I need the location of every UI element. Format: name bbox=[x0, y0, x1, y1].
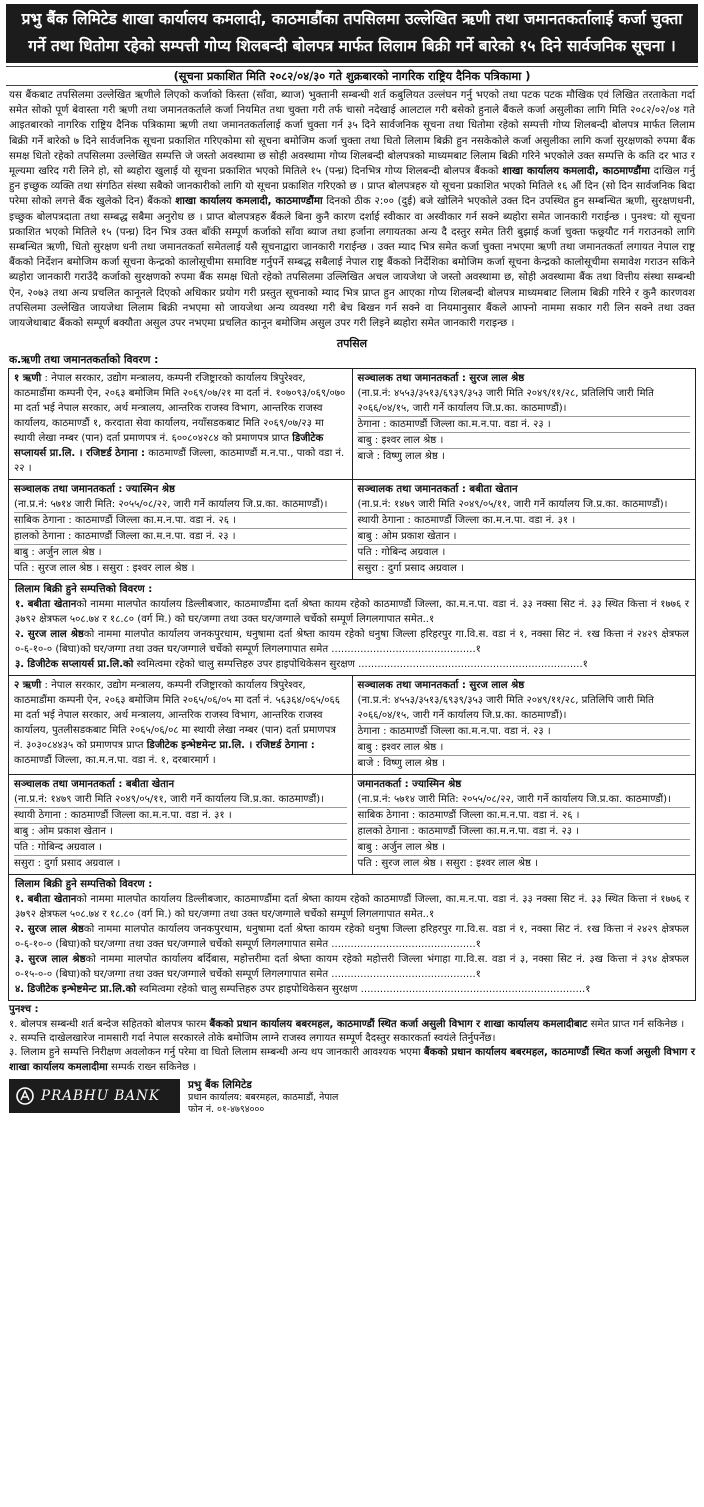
contact-name: प्रभु बैंक लिमिटेड bbox=[188, 1079, 252, 1092]
group2-property-heading: लिलाम बिक्री हुने सम्पत्तिको विवरण : bbox=[15, 879, 153, 891]
group1-property-item bbox=[15, 627, 689, 657]
postscript-label: पुनश्च : bbox=[9, 1004, 39, 1016]
group1-jasmin-line: (ना.प्र.नं: ५७१४ जारी मिति: २०५५/०८/२२, जारी गर्ने कार्यालय जि.प्र.का. काठमाण्डौं)। bbox=[14, 497, 347, 513]
prabhu-bank-logo bbox=[9, 1079, 180, 1113]
group1-jasmin-line: बाबु : अर्जुन लाल श्रेष्ठ । bbox=[14, 545, 347, 561]
group1-suraj-line: बाबु : इश्वर लाल श्रेष्ठ । bbox=[358, 433, 691, 449]
group2-suraj-line: बाबु : इश्वर लाल श्रेष्ठ । bbox=[358, 740, 691, 756]
group2-borrower-address: काठमाण्डौं जिल्ला, का.म.न.पा. वडा नं. १, दरबारमार्ग । bbox=[14, 755, 216, 767]
property-owner: सुरज लाल श्रेष्ठ bbox=[27, 924, 84, 936]
notice-subtitle: (सूचना प्रकाशित मिति २०८२/०४/३० गते शुक्रबारको नागरिक राष्ट्रिय दैनिक पत्रिकामा ) bbox=[6, 66, 698, 86]
group1-row1 bbox=[8, 368, 696, 480]
group1-borrower-cell bbox=[9, 369, 352, 479]
group1-suraj-heading: सञ्चालक तथा जमानतकर्ता : सुरज लाल श्रेष्ठ bbox=[357, 373, 525, 385]
group1-jasmin-line: साबिक ठेगाना : काठमाण्डौं जिल्ला का.म.न.पा. वडा नं. २६ । bbox=[14, 513, 347, 529]
group1-row2 bbox=[8, 480, 696, 580]
group2-property-item bbox=[15, 892, 689, 922]
group2-jasmin-line: (ना.प्र.नं: ५७१४ जारी मिति: २०५५/०८/२२, जारी गर्ने कार्यालय जि.प्र.का. काठमाण्डौं)। bbox=[358, 792, 691, 808]
property-num: २. bbox=[15, 924, 25, 936]
group1-suraj-line: बाजे : विष्णु लाल श्रेष्ठ । bbox=[357, 451, 445, 463]
property-owner: सुरज लाल श्रेष्ठ bbox=[28, 954, 86, 966]
group2-suraj-cell bbox=[352, 676, 696, 774]
group2-babita-line: स्थायी ठेगाना : काठमाण्डौं जिल्ला का.म.न.पा. वडा नं. ३१ । bbox=[14, 808, 347, 824]
body-text-1: यस बैंकबाट तपसिलमा उल्लेखित ऋणीले लिएको कर्जाको किस्ता (साँवा, ब्याज) भुक्तानी सम्बन्धी शर्त कबुलियत उल्लंघन गर्नु भएको तथा पटक पटक मौखिक एवं लिखित तरताकेता गर्दा समेत सोको पूर्ण बेवास्ता गरी ऋणी तथा जमानतकर्ताले कर्जा नियमित तथा चुक्ता गरी तर्फ चासो नदेखाई आलटाल गरी बसेको हुनाले बैंकले कर्जा असुलीका लागि मिति २०८२/०२/०४ गते आइतबारको नागरिक राष्ट्रिय दैनिक पत्रिकामा ऋणी तथा जमानतकर्तालाई कर्जा चुक्ता गर्न ३५ दिने सार्वजनिक सूचना तथा धितोमा रहेको सम्पत्ती गोप्य शिलबन्दी बोलपत्र मार्फत लिलाम बिक्री गर्ने बारेको ७ दिने सार्वजनिक सूचना प्रकाशित गरिएकोमा सो सूचना बमोजिम कर्जा चुक्ता तथा धितो लिलाम बिक्री हुन नसकेकोले कर्जा असुलीका लागि कर्जा सुरक्षणको रुपमा बैंक समक्ष धितो रहेको तपसिलमा उल्लेखित सम्पत्ति जे जस्तो अवस्थामा छ सोही अवस्थामा गोप्य शिलबन्दी बोलपत्रको माध्यमबाट लिलाम बिक्री गरिने भएकोले उक्त सम्पत्ति के कति दर भाउ र मूल्यमा खरिद गरी लिने हो, सो ब्यहोरा खुलाई यो सूचना प्रकाशित भएको मितिले १५ (पन्ध्र) दिनभित्र गोप्य शिलबन्दी बोलपत्र बैंकको bbox=[9, 89, 695, 178]
property-owner: सुरज लाल श्रेष्ठ bbox=[27, 629, 84, 641]
group2-babita-line: बाबु : ओम प्रकाश खेतान । bbox=[14, 824, 347, 840]
group2-babita-line: पति : गोबिन्द अग्रवाल । bbox=[14, 840, 347, 856]
group1-suraj-line: (ना.प्र.नं: ४५५३/३५१३/६९३९/३५३ जारी मिति २०४९/११/२८, प्रतिलिपि जारी मिति २०६६/०४/१५, जारी गर्ने कार्यालय जि.प्र.का. काठमाण्डौं)। bbox=[358, 386, 691, 417]
property-owner: बबीता खेतान bbox=[27, 599, 77, 611]
note-bold: बैंकको प्रधान कार्यालय बबरमहल, काठमाण्डौं स्थित कर्जा असुली विभाग र शाखा कार्यालय कमलादीबाट bbox=[209, 1018, 588, 1030]
group1-property-heading: लिलाम बिक्री हुने सम्पत्तिको विवरण : bbox=[15, 584, 153, 596]
property-num: २. bbox=[15, 629, 25, 641]
group2-jasmin-line: साबिक ठेगाना : काठमाण्डौं जिल्ला का.म.न.पा. वडा नं. २६ । bbox=[358, 808, 691, 824]
group2-borrower-name: डिजीटेक इन्भेष्टमेन्ट प्रा.लि. । रजिष्टर्ड ठेगाना : bbox=[146, 740, 315, 752]
note-bold: बैंकको प्रधान कार्यालय बबरमहल, काठमाण्डौं स्थित कर्जा असुली विभाग र शाखा कार्यालय कमलादीमा bbox=[9, 1047, 695, 1073]
postscript-note bbox=[9, 1018, 695, 1032]
group1-babita-line: बाबु : ओम प्रकाश खेतान । bbox=[358, 529, 691, 545]
group2-jasmin-line: हालको ठेगाना : काठमाण्डौं जिल्ला का.म.न.पा. वडा नं. २३ । bbox=[358, 824, 691, 840]
note-text: १. बोलपत्र सम्बन्धी शर्त बन्देज सहितको बोलपत्र फारम bbox=[9, 1018, 210, 1030]
group1-borrower-text: : नेपाल सरकार, उद्योग मन्त्रालय, कम्पनी रजिष्ट्रारको कार्यालय त्रिपुरेश्वर, काठमाडौंमा कम्पनी ऐन, २०६३ बमोजिम मिति २०६९/०७/२१ मा दर्ता नं. १०७०९३/०६९/०७० मा दर्ता भई नेपाल सरकार, अर्थ मन्त्रालय, आन्तरिक राजस्व विभाग, आन्तरिक राजस्व कार्यालय, काठमाण्डौं १, करदाता सेवा कार्यालय, नयाँसडकबाट मिति २०६९/०७/२३ मा स्थायी लेखा नम्बर (पान) दर्ता प्रमाणपत्र नं. ६००८०४२८४ को प्रमाणपत्र प्राप्त bbox=[14, 373, 346, 445]
property-num: १. bbox=[15, 894, 25, 906]
group2-jasmin-heading: जमानतकर्ता : ज्यास्मिन श्रेष्ठ bbox=[357, 779, 462, 791]
postscript-note bbox=[9, 1032, 695, 1046]
group2-property-item bbox=[15, 952, 689, 982]
footer bbox=[9, 1079, 695, 1117]
group1-jasmin-cell bbox=[9, 480, 352, 579]
group2-row2 bbox=[8, 775, 696, 875]
property-text: को नाममा मालपोत कार्यालय डिल्लीबजार, काठमाण्डौंमा दर्ता श्रेष्ता कायम रहेको काठमाण्डौं जिल्ला, का.म.न.पा. वडा नं. ३३ नक्सा सिट नं. ३३ स्थित कित्ता नं १७७६ र ३७९२ क्षेत्रफल ५०८.७४ र १८.८० (वर्ग मि.) को घर/जग्गा तथा उक्त घर/जग्गाले चर्चेको सम्पूर्ण लिगलगापात समेत..१ bbox=[15, 599, 690, 626]
group2-borrower-text: : नेपाल सरकार, उद्योग मन्त्रालय, कम्पनी रजिष्ट्रारको कार्यालय त्रिपुरेश्वर, काठमाडौंमा कम्पनी ऐन, २०६३ बमोजिम मिति २०६५/०६/०५ मा दर्ता नं. ५६३६४/०६५/०६६ मा दर्ता भई नेपाल सरकार, अर्थ मन्त्रालय, आन्तरिक राजस्व विभाग, आन्तरिक राजस्व कार्यालय, पुतलीसडकबाट मिति २०६५/०६/०८ मा स्थायी लेखा नम्बर (पान) दर्ता प्रमाणपत्र नं. ३०३०८४४३५ को प्रमाणपत्र प्राप्त bbox=[14, 680, 341, 752]
property-owner: बबीता खेतान bbox=[27, 894, 77, 906]
property-num: ३. bbox=[15, 659, 25, 671]
group2-borrower-label: २ ऋणी bbox=[14, 680, 42, 692]
section-ka-heading: क.ऋणी तथा जमानतकर्ताको विवरण : bbox=[9, 354, 159, 367]
group1-suraj-line: ठेगाना : काठमाण्डौं जिल्ला का.म.न.पा. वडा नं. २३ । bbox=[358, 417, 691, 433]
group2-suraj-heading: सञ्चालक तथा जमानतकर्ता : सुरज लाल श्रेष्ठ bbox=[357, 680, 525, 692]
group2-property-item bbox=[15, 982, 689, 997]
tapasil-heading: तपसिल bbox=[336, 337, 368, 351]
group1-property-item bbox=[15, 657, 689, 672]
notice-title: प्रभु बैंक लिमिटेड शाखा कार्यालय कमलादी, काठमाडौंका तपसिलमा उल्लेखित ऋणी तथा जमानतकर्तालाई कर्जा चुक्ता गर्ने तथा धितोमा रहेको सम्पत्ती गोप्य शिलबन्दी बोलपत्र मार्फत लिलाम बिक्री गर्ने बारेको १५ दिने सार्वजनिक सूचना । bbox=[6, 4, 698, 63]
group1-borrower-label: १ ऋणी bbox=[14, 373, 42, 385]
group2-jasmin-line: पति : सुरज लाल श्रेष्ठ । ससुरा : इश्वर लाल श्रेष्ठ । bbox=[357, 858, 538, 870]
property-text: को नाममा मालपोत कार्यालय डिल्लीबजार, काठमाण्डौंमा दर्ता श्रेष्ता कायम रहेको काठमाण्डौं जिल्ला, का.म.न.पा. वडा नं. ३३ नक्सा सिट नं. ३३ स्थित कित्ता नं १७७६ र ३७९२ क्षेत्रफल ५०८.७४ र १८.८० (वर्ग मि.) को घर/जग्गा तथा उक्त घर/जग्गाले चर्चेको सम्पूर्ण लिगलगापात समेत..१ bbox=[15, 894, 690, 921]
property-text: को नाममा मालपोत कार्यालय बर्दिबास, महोत्तरीमा दर्ता श्रेष्ता कायम रहेको महोत्तरी जिल्ला भंगाहा गा.वि.स. वडा नं ३, नक्सा सिट नं. ३ख कित्ता नं ३९४ क्षेत्रफल ०-१५-०-० (बिघा)को घर/जग्गा तथा उक्त घर/जग्गाले चर्चेको सम्पूर्ण लिगलगापात समेत .............................................१ bbox=[15, 954, 689, 981]
group2-row1 bbox=[8, 676, 696, 775]
group2-property-item bbox=[15, 922, 689, 952]
note-text: सम्पर्क राख्न सकिनेछ । bbox=[107, 1061, 197, 1073]
group1-borrower-address: काठमाण्डौं जिल्ला, काठमाण्डौं म.न.पा., पाको वडा नं. २२ । bbox=[14, 448, 345, 475]
note-text: २. सम्पत्ति दाखेलखारेज नामसारी गर्दा नेपाल सरकारले तोके बमोजिम लाग्ने राजस्व लगायत सम्पूर्ण दैदस्तुर सकारकर्ता स्वयंले तिर्नुपर्नेछ। bbox=[9, 1033, 496, 1045]
group2-suraj-line: बाजे : विष्णु लाल श्रेष्ठ । bbox=[357, 758, 445, 770]
group1-suraj-cell bbox=[352, 369, 696, 479]
property-num: १. bbox=[15, 599, 25, 611]
group1-properties bbox=[8, 580, 696, 676]
group2-suraj-line: ठेगाना : काठमाण्डौं जिल्ला का.म.न.पा. वडा नं. २३ । bbox=[358, 724, 691, 740]
notice-page bbox=[6, 4, 698, 1117]
group1-jasmin-line: हालको ठेगाना : काठमाण्डौं जिल्ला का.म.न.पा. वडा नं. २३ । bbox=[14, 529, 347, 545]
group2-babita-heading: सञ्चालक तथा जमानतकर्ता : बबीता खेतान bbox=[14, 779, 175, 791]
property-text: को नाममा मालपोत कार्यालय जनकपुरधाम, धनुषामा दर्ता श्रेष्ता कायम रहेको धनुषा जिल्ला हरिहरपुर गा.वि.स. वडा नं १, नक्सा सिट नं. १ख कित्ता नं २४२९ क्षेत्रफल ०-६-१०-० (बिघा)को घर/जग्गा तथा उक्त घर/जग्गाले चर्चेको सम्पूर्ण लिगलगापात समेत .............................................१ bbox=[15, 629, 689, 656]
group2-babita-cell bbox=[9, 775, 352, 874]
group2-jasmin-cell bbox=[352, 775, 696, 874]
group1-babita-cell bbox=[352, 480, 696, 579]
group2-properties bbox=[8, 875, 696, 1001]
group2-suraj-line: (ना.प्र.नं: ४५५३/३५१३/६९३९/३५३ जारी मिति २०४९/११/२८, प्रतिलिपि जारी मिति २०६६/०४/१५, जारी गर्ने कार्यालय जि.प्र.का. काठमाण्डौं)। bbox=[358, 693, 691, 724]
body-text-2: दाखिल गर्नु हुन इच्छुक व्यक्ति तथा संगठित संस्था सबैको जानकारीको लागि यो सूचना प्रकाशित गरिएको छ । प्राप्त बोलपत्रहरु यो सूचना प्रकाशित भएको मितिले १६ औं दिन (सो दिन सार्वजनिक बिदा परेमा सोको लगत्ते बैंक खुलेको दिन) बैंकको bbox=[9, 165, 696, 208]
property-text: को नाममा मालपोत कार्यालय जनकपुरधाम, धनुषामा दर्ता श्रेष्ता कायम रहेको धनुषा जिल्ला हरिहरपुर गा.वि.स. वडा नं १, नक्सा सिट नं. १ख कित्ता नं २४२९ क्षेत्रफल ०-६-१०-० (बिघा)को घर/जग्गा तथा उक्त घर/जग्गाले चर्चेको सम्पूर्ण लिगलगापात समेत .............................................१ bbox=[15, 924, 689, 951]
notice-body bbox=[9, 88, 695, 331]
property-text: स्वमित्वमा रहेको चालु सम्पत्तिहरु उपर हाइपोथिकेसन सुरक्षण ......................................................................१ bbox=[133, 659, 588, 671]
group1-babita-line: (ना.प्र.नं: १४७९ जारी मिति २०४९/०५/११, जारी गर्ने कार्यालय जि.प्र.का. काठमाण्डौं)। bbox=[358, 497, 691, 513]
property-owner: डिजीटेक सप्लायर्स प्रा.लि.को bbox=[27, 659, 134, 671]
body-bold-2: शाखा कार्यालय कमलादी, काठमाण्डौंमा bbox=[175, 195, 323, 208]
note-text: ३. लिलाम हुने सम्पत्ति निरीक्षण अवलोकन गर्नु परेमा वा धितो लिलाम सम्बन्धी अन्य थप जानकारी आवश्यक भएमा bbox=[9, 1047, 424, 1059]
property-text: स्वमित्वमा रहेको चालु सम्पत्तिहरु उपर हाइपोथिकेसन सुरक्षण ......................................................................१ bbox=[136, 984, 591, 996]
group1-babita-heading: सञ्चालक तथा जमानतकर्ता : बबीता खेतान bbox=[357, 484, 518, 496]
postscript bbox=[9, 1003, 695, 1075]
group1-jasmin-heading: सञ्चालक तथा जमानतकर्ता : ज्यास्मिन श्रेष्ठ bbox=[14, 484, 175, 496]
note-text: समेत प्राप्त गर्न सकिनेछ । bbox=[587, 1018, 685, 1030]
body-bold-1: शाखा कार्यालय कमलादी, काठमाण्डौंमा bbox=[502, 165, 650, 178]
group2-babita-line: ससुरा : दुर्गा प्रसाद अग्रवाल । bbox=[14, 858, 121, 870]
body-text-3: दिनको ठीक २:०० (दुई) बजे खोलिने भएकोले उक्त दिन उपस्थित हुन सम्बन्धित ऋणी, सुरक्षणधनी, इच्छुक बोलपत्रदाता तथा सम्बद्ध सबैमा अनुरोध छ । प्राप्त बोलपत्रहरु बैंकले बिना कुनै कारण दर्शाई स्वीकार वा अस्वीकार गर्न सक्ने ब्यहोरा समेत जानकारी गराईन्छ । पुनश्च: यो सूचना प्रकाशित भएको मितिले १५ (पन्ध्र) दिन भित्र उक्त बाँकी सम्पूर्ण कर्जाको साँवा ब्याज तथा हर्जाना लगायतका अन्य दै दस्तुर समेत तिरी बुझाई कर्जा चुक्ता फछ्र्यौट गर्न गराउनको लागि सम्बन्धित ऋणी, धितो सुरक्षण धनी तथा जमानतकर्ता समेतलाई यसै सूचनाद्वारा जानकारी गराईन्छ । उक्त म्याद भित्र समेत कर्जा चुक्ता नभएमा ऋणी तथा जमानतकर्ता लगायत नेपाल राष्ट्र बैंकको निर्देशन बमोजिम कर्जा सूचना केन्द्रको कालोसूचीमा समाविष्ट गर्नुपर्ने सम्बद्ध सबैलाई नेपाल राष्ट्र बैंकको निर्देशिका बमोजिम कर्जा सूचना केन्द्रको कालोसूचीमा समावेश गराउन सकिने ब्यहोरा जानकारी गराउँदै कर्जाको सुरक्षणको रुपमा बैंक समक्ष धितो रहेको तपसिलमा उल्लिखित अचल जायजेथा जे जस्तो अवस्थामा छ, सोही अवस्थामा बैंक तथा वित्तीय संस्था सम्बन्धी ऐन, २०७३ तथा अन्य प्रचलित कानूनले दिएको अधिकार प्रयोग गरी प्रस्तुत सूचनाको म्याद भित्र प्राप्त हुन आएका गोप्य शिलबन्दी बोलपत्र माध्यमबाट लिलाम बिक्री गरिने र कुनै कारणवश तपसिलमा उल्लेखित जायजेथा लिलाम बिक्री नभएमा सो जायजेथा अन्य व्यवस्था गरी बेच बिखन गर्न सक्ने वा नियमानुसार बैंकले आफ्नो नाममा सकार गरी लिन सक्ने तथा उक्त जायजेथाबाट बैंकको सम्पूर्ण बक्यौता असुल उपर नभएमा प्रचलित कानून बमोजिम असुल उपर गरी लिइने ब्यहोरा समेत जानकारी गराइन्छ । bbox=[9, 195, 695, 330]
group1-babita-line: ससुरा : दुर्गा प्रसाद अग्रवाल । bbox=[357, 563, 464, 575]
group1-property-item bbox=[15, 597, 689, 627]
contact-office: प्रधान कार्यालय: बबरमहल, काठमाडौं, नेपाल bbox=[188, 1091, 339, 1103]
property-num: ४. bbox=[15, 984, 25, 996]
property-owner: डिजीटेक इन्भेष्टमेन्ट प्रा.लि.को bbox=[27, 984, 136, 996]
group2-babita-line: (ना.प्र.नं: १४७९ जारी मिति २०४९/०५/११, जारी गर्ने कार्यालय जि.प्र.का. काठमाण्डौं)। bbox=[14, 792, 347, 808]
group1-babita-line: पति : गोबिन्द अग्रवाल । bbox=[358, 545, 691, 561]
property-num: ३. bbox=[15, 954, 25, 966]
contact-phone: फोन नं. ०१-४७९४००० bbox=[188, 1104, 265, 1116]
group1-jasmin-line: पति : सुरज लाल श्रेष्ठ । ससुरा : इश्वर लाल श्रेष्ठ । bbox=[14, 563, 195, 575]
contact-block bbox=[188, 1079, 338, 1117]
logo-text: PRABHU BANK bbox=[41, 1088, 160, 1105]
postscript-note bbox=[9, 1046, 695, 1075]
group2-jasmin-line: बाबु : अर्जुन लाल श्रेष्ठ । bbox=[358, 840, 691, 856]
bank-mark-icon bbox=[15, 1086, 35, 1106]
group2-borrower-cell bbox=[9, 676, 352, 774]
group1-borrower-name: डिजीटेक सप्लायर्स प्रा.लि. । रजिष्टर्ड ठेगाना : bbox=[14, 433, 324, 460]
group1-babita-line: स्थायी ठेगाना : काठमाण्डौं जिल्ला का.म.न.पा. वडा नं. ३१ । bbox=[358, 513, 691, 529]
